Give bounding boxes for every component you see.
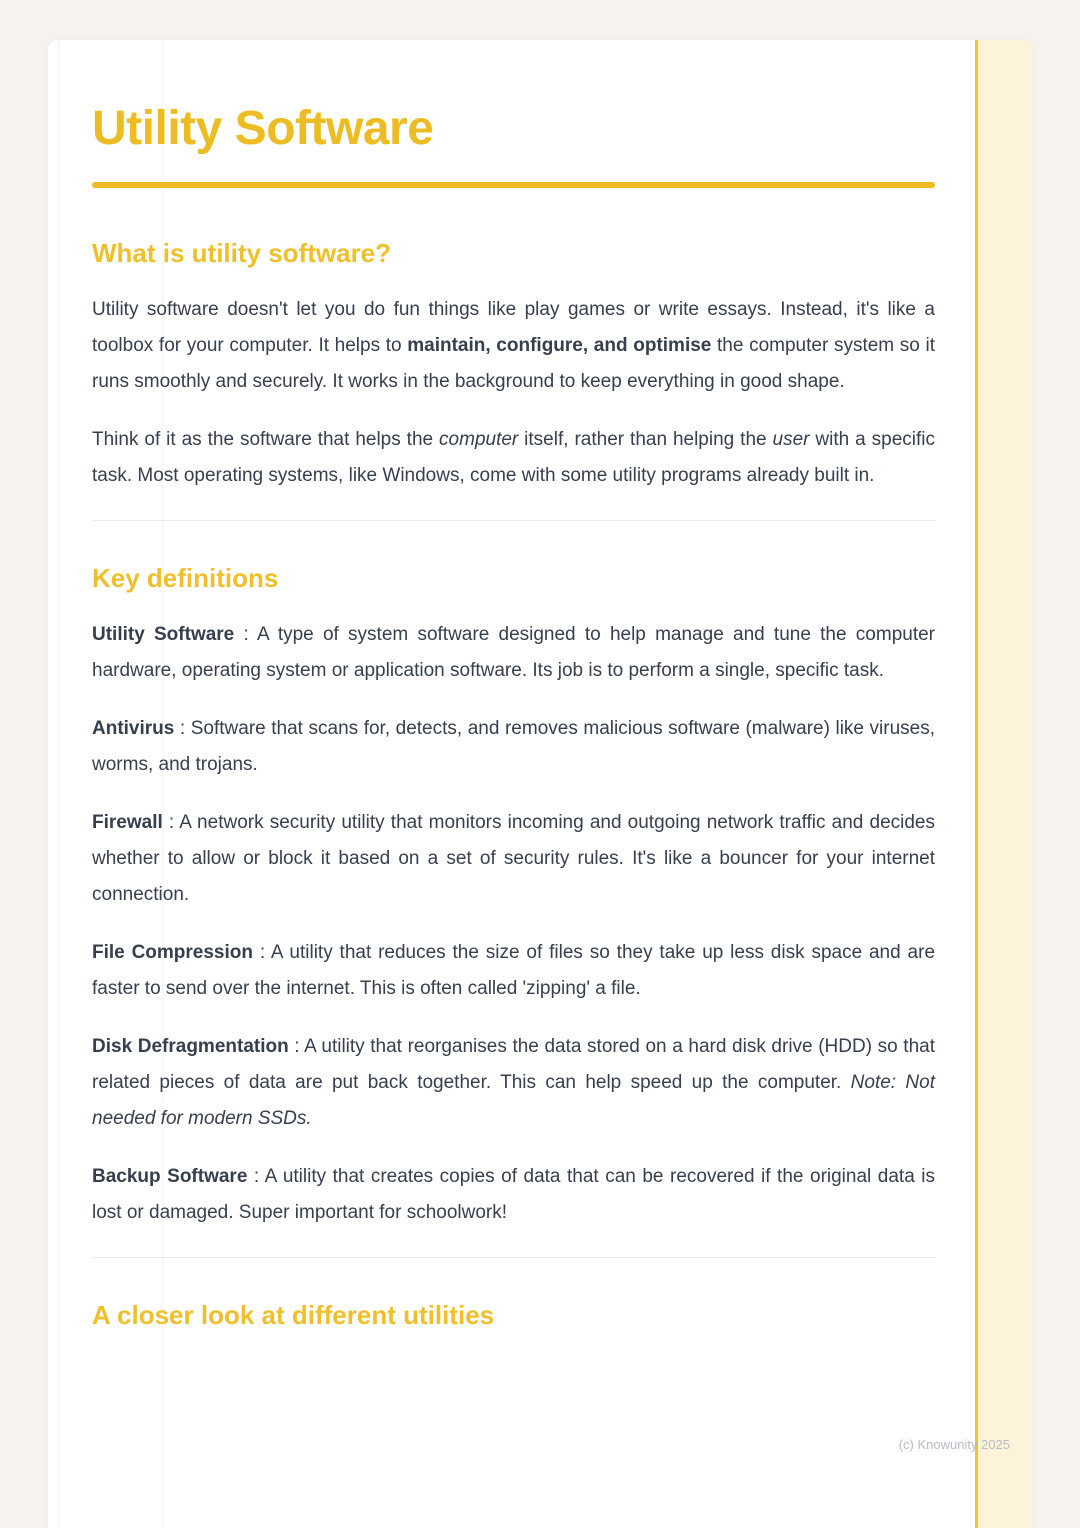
definition-utility-software: Utility Software : A type of system software designed to help manage and tune the computer hardware, operating system or application software. Its job is to perform a single, specific task.: [92, 623, 935, 681]
document-sheet: [48, 40, 1032, 1528]
section-heading-key-definitions: Key definitions: [92, 562, 279, 593]
section-divider-2: [92, 1257, 935, 1258]
intro-paragraph-1: Utility software doesn't let you do fun things like play games or write essays. Instead, it's like a toolbox for your computer. It helps to maintain, configure, and optimise the computer system so it runs smoothly and securely. It works in the background to keep everything in good shape.: [92, 298, 936, 392]
intro-paragraph-2: Think of it as the software that helps the computer itself, rather than helping the user with a specific task. Most operating systems, like Windows, come with some utility programs already built in.: [92, 428, 935, 486]
page-title: Utility Software: [92, 102, 434, 155]
definition-disk-defragmentation: Disk Defragmentation : A utility that reorganises the data stored on a hard disk drive (HDD) so that related pieces of data are put back together. This can help speed up the computer. Note: Not needed for modern SSDs.: [92, 1035, 935, 1129]
definition-antivirus: Antivirus : Software that scans for, detects, and removes malicious software (malware) like viruses, worms, and trojans.: [92, 717, 935, 775]
document-content: [92, 102, 935, 1330]
definition-firewall: Firewall : A network security utility that monitors incoming and outgoing network traffic and decides whether to allow or block it based on a set of security rules. It's like a bouncer for your internet connection.: [92, 811, 935, 905]
section-heading-closer-look: A closer look at different utilities: [92, 1299, 495, 1330]
copyright-notice: (c) Knowunity 2025: [898, 1437, 1010, 1452]
notebook-edge-strip: [975, 40, 1032, 1528]
definition-file-compression: File Compression : A utility that reduces the size of files so they take up less disk space and are faster to send over the internet. This is often called 'zipping' a file.: [92, 941, 936, 999]
definition-backup-software: Backup Software : A utility that creates copies of data that can be recovered if the original data is lost or damaged. Super important for schoolwork!: [92, 1165, 936, 1223]
section-divider-1: [92, 520, 935, 521]
notebook-margin-line-1: [58, 40, 59, 1528]
section-heading-what-is-utility-software: What is utility software?: [92, 237, 392, 268]
title-underline-rule: [92, 182, 935, 188]
